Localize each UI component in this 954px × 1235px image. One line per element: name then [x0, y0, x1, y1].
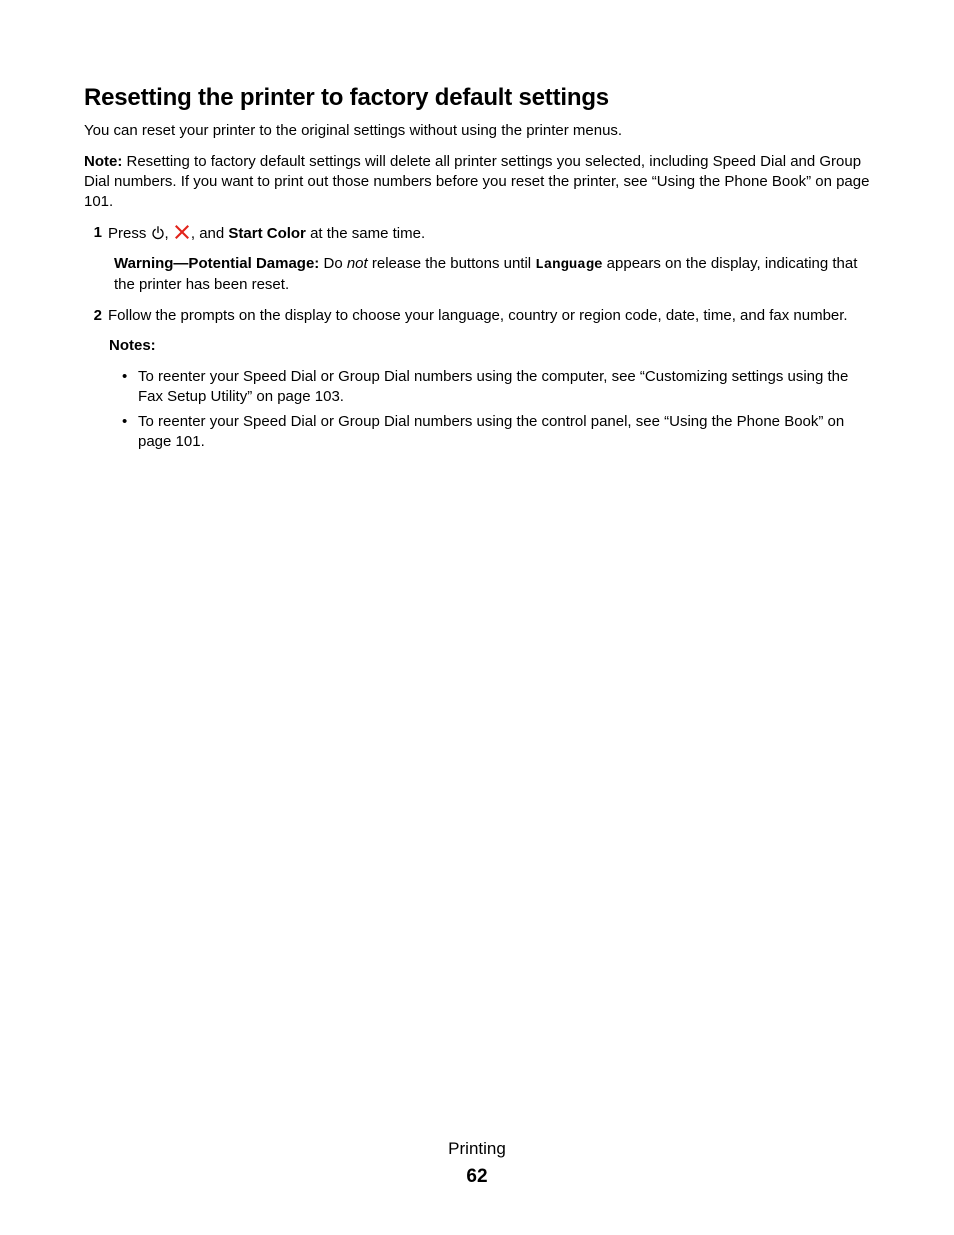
list-item-text: To reenter your Speed Dial or Group Dial numbers using the control panel, see “Using the Phone Book” on page 101. [138, 413, 845, 450]
warning-emphasis: not [346, 255, 368, 272]
step-number: 2 [93, 307, 102, 324]
power-icon [151, 226, 165, 240]
list-item [120, 412, 874, 452]
start-color-label: Start Color [228, 225, 306, 242]
list-item [120, 367, 874, 407]
note-label: Note: [84, 153, 123, 170]
warning-label: Warning—Potential Damage: [114, 255, 320, 272]
step-tail: at the same time. [305, 225, 426, 242]
warning-text: release the buttons until [367, 255, 536, 272]
intro-paragraph: You can reset your printer to the original settings without using the printer menus. [84, 122, 623, 139]
separator: , [164, 225, 173, 242]
notes-heading: Notes: [109, 337, 156, 354]
notes-list [120, 367, 874, 457]
bullet: • [122, 368, 128, 385]
note-paragraph [84, 152, 874, 212]
step-number: 1 [93, 224, 102, 241]
display-code: Language [535, 257, 603, 273]
warning-text: Do [319, 255, 347, 272]
separator: , and [190, 225, 229, 242]
page-number: 62 [466, 1166, 488, 1187]
list-item-text: To reenter your Speed Dial or Group Dial numbers using the computer, see “Customizing settings using the Fax Setup Utility” on page 103. [138, 368, 849, 405]
cancel-x-icon [173, 223, 191, 241]
press-text: Press [108, 225, 151, 242]
bullet: • [122, 413, 128, 430]
warning-paragraph [114, 254, 874, 295]
step-text: Follow the prompts on the display to choose your language, country or region code, date, time, and fax number. [108, 307, 848, 324]
page-heading: Resetting the printer to factory default settings [84, 84, 609, 111]
step-text [108, 223, 874, 244]
warning-text: appears on the display, indicating that the printer has been reset. [114, 255, 858, 293]
note-text: Resetting to factory default settings will delete all printer settings you selected, including Speed Dial and Group Dial numbers. If you want to print out those numbers before you reset the printer, see “Using the Phone Book” on page 101. [84, 153, 870, 210]
footer-section-name: Printing [448, 1139, 506, 1158]
